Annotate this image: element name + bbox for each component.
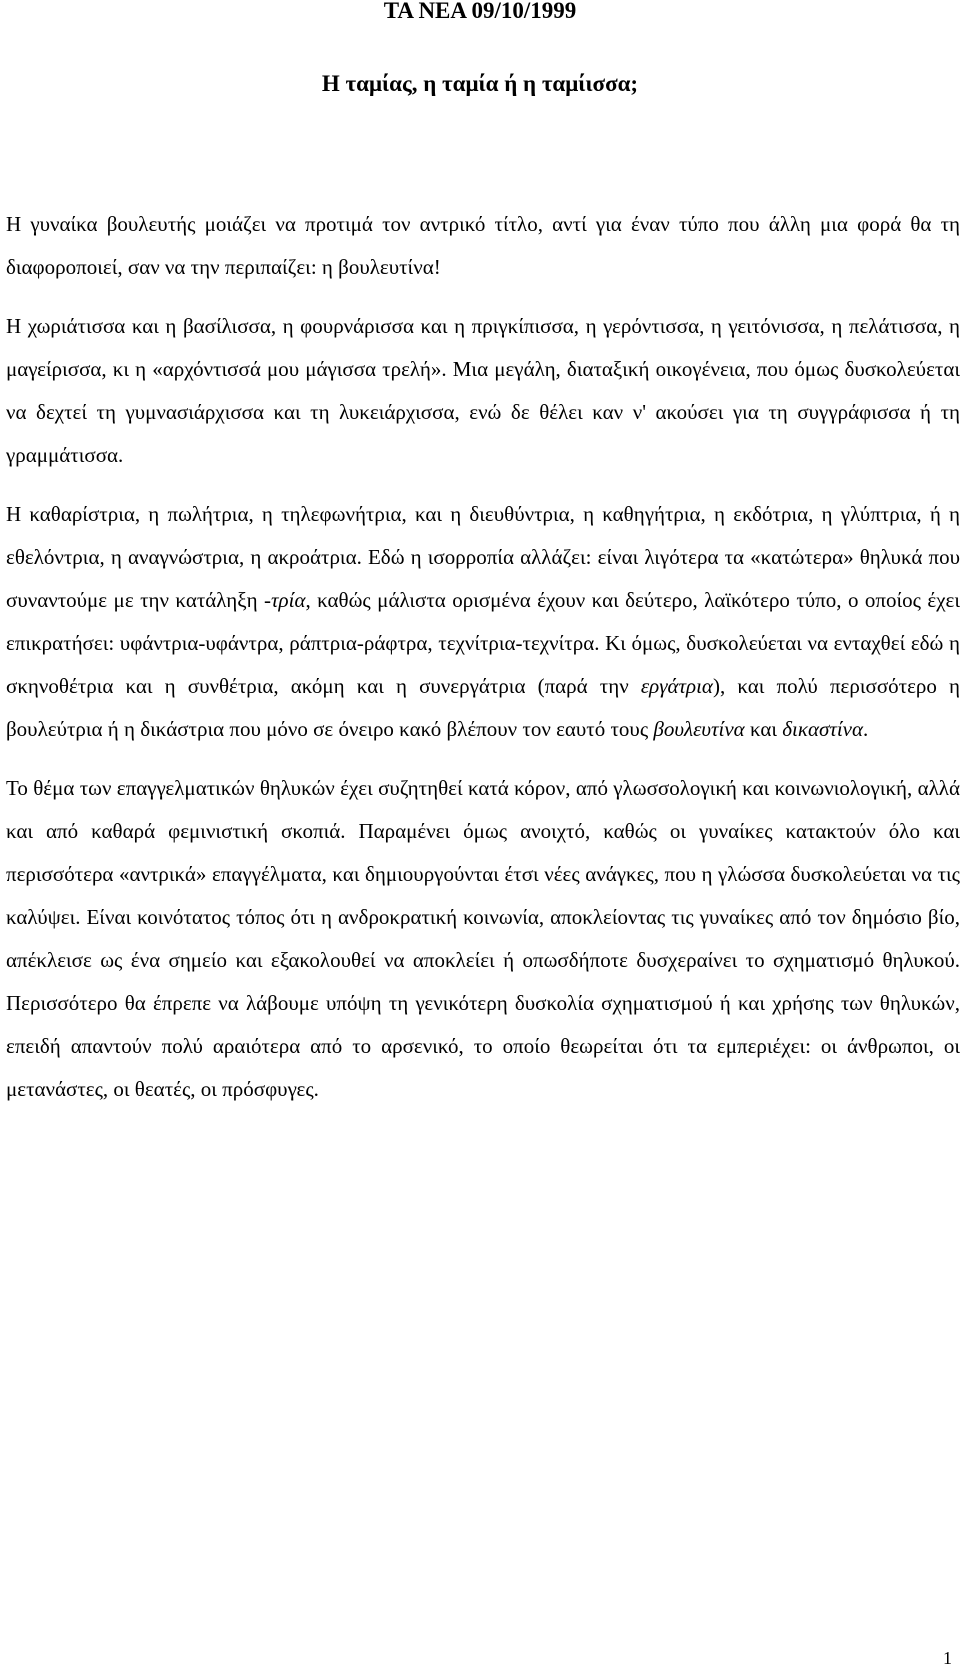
word-ergatria-italic: εργάτρια [640,674,713,698]
paragraph-3-text-d: και [744,717,783,741]
paragraph-1: Η γυναίκα βουλευτής μοιάζει να προτιμά τον αντρικό τίτλο, αντί για έναν τύπο που άλλη μια φορά θα τη διαφοροποιεί, σαν να την περιπαίζει: η βουλευτίνα! [6,212,960,279]
article-body [6,203,960,1111]
word-dikastina-italic: δικαστίνα [782,717,864,741]
paragraph-3-text-e: . [863,717,869,741]
paragraph-3-text-a: Η καθαρίστρια, η πωλήτρια, η τηλεφωνήτρια, και η διευθύντρια, η καθηγήτρια, η εκδότρια, η γλύπτρια, ή η εθελόντρια, η αναγνώστρια, η ακροάτρια. Εδώ η ισορροπία αλλάζει: είναι λιγότερα τα «κατώτερα» θηλυκά που συναντούμε με την κατάληξη - [6,502,960,612]
paragraph-2: Η χωριάτισσα και η βασίλισσα, η φουρνάρισσα και η πριγκίπισσα, η γερόντισσα, η γειτόνισσα, η πελάτισσα, η μαγείρισσα, κι η «αρχόντισσά μου μάγισσα τρελή». Μια μεγάλη, διαταξική οικογένεια, που όμως δυσκολεύεται να δεχτεί τη γυμνασιάρχισσα και τη λυκειάρχισσα, ενώ δε θέλει καν ν' ακούσει για τη συγγράφισσα ή τη γραμμάτισσα. [6,314,960,467]
paragraph-3 [6,493,960,751]
suffix-tria-italic: τρία [271,588,306,612]
paragraph-3-text-c: ), και πολύ περισσότερο η βουλεύτρια ή η δικάστρια που μόνο σε όνειρο κακό βλέπουν τον εαυτό τους [6,674,960,741]
article-title: Η ταμίας, η ταμία ή η ταμίισσα; [321,71,639,96]
paragraph-3-text-b: , καθώς μάλιστα ορισμένα έχουν και δεύτερο, λαϊκότερο τύπο, ο οποίος έχει επικρατήσει: υφάντρια-υφάντρα, ράπτρια-ράφτρα, τεχνίτρια-τεχνίτρα. Κι όμως, δυσκολεύεται να ενταχθεί εδώ η σκηνοθέτρια και η συνθέτρια, ακόμη και η συνεργάτρια (παρά την [6,588,960,698]
word-vouleftina-italic: βουλευτίνα [653,717,745,741]
newspaper-date-header: TA NEA 09/10/1999 [383,0,577,23]
paragraph-4: Το θέμα των επαγγελματικών θηλυκών έχει συζητηθεί κατά κόρον, από γλωσσολογική και κοινωνιολογική, αλλά και από καθαρά φεμινιστική σκοπιά. Παραμένει όμως ανοιχτό, καθώς οι γυναίκες κατακτούν όλο και περισσότερα «αντρικά» επαγγέλματα, και δημιουργούνται έτσι νέες ανάγκες, που η γλώσσα δυσκολεύεται να τις καλύψει. Είναι κοινότατος τόπος ότι η ανδροκρατική κοινωνία, αποκλείοντας τις γυναίκες από τον δημόσιο βίο, απέκλεισε ως ένα σημείο και εξακολουθεί να αποκλείει ή οπωσδήποτε δυσχεραίνει το σχηματισμό θηλυκού. Περισσότερο θα έπρεπε να λάβουμε υπόψη τη γενικότερη δυσκολία σχηματισμού ή και χρήσης των θηλυκών, επειδή απαντούν πολύ αραιότερα από το αρσενικό, το οποίο θεωρείται ότι τα εμπεριέχει: οι άνθρωποι, οι μετανάστες, οι θεατές, οι πρόσφυγες. [6,776,960,1101]
page-number: 1 [943,1648,952,1668]
